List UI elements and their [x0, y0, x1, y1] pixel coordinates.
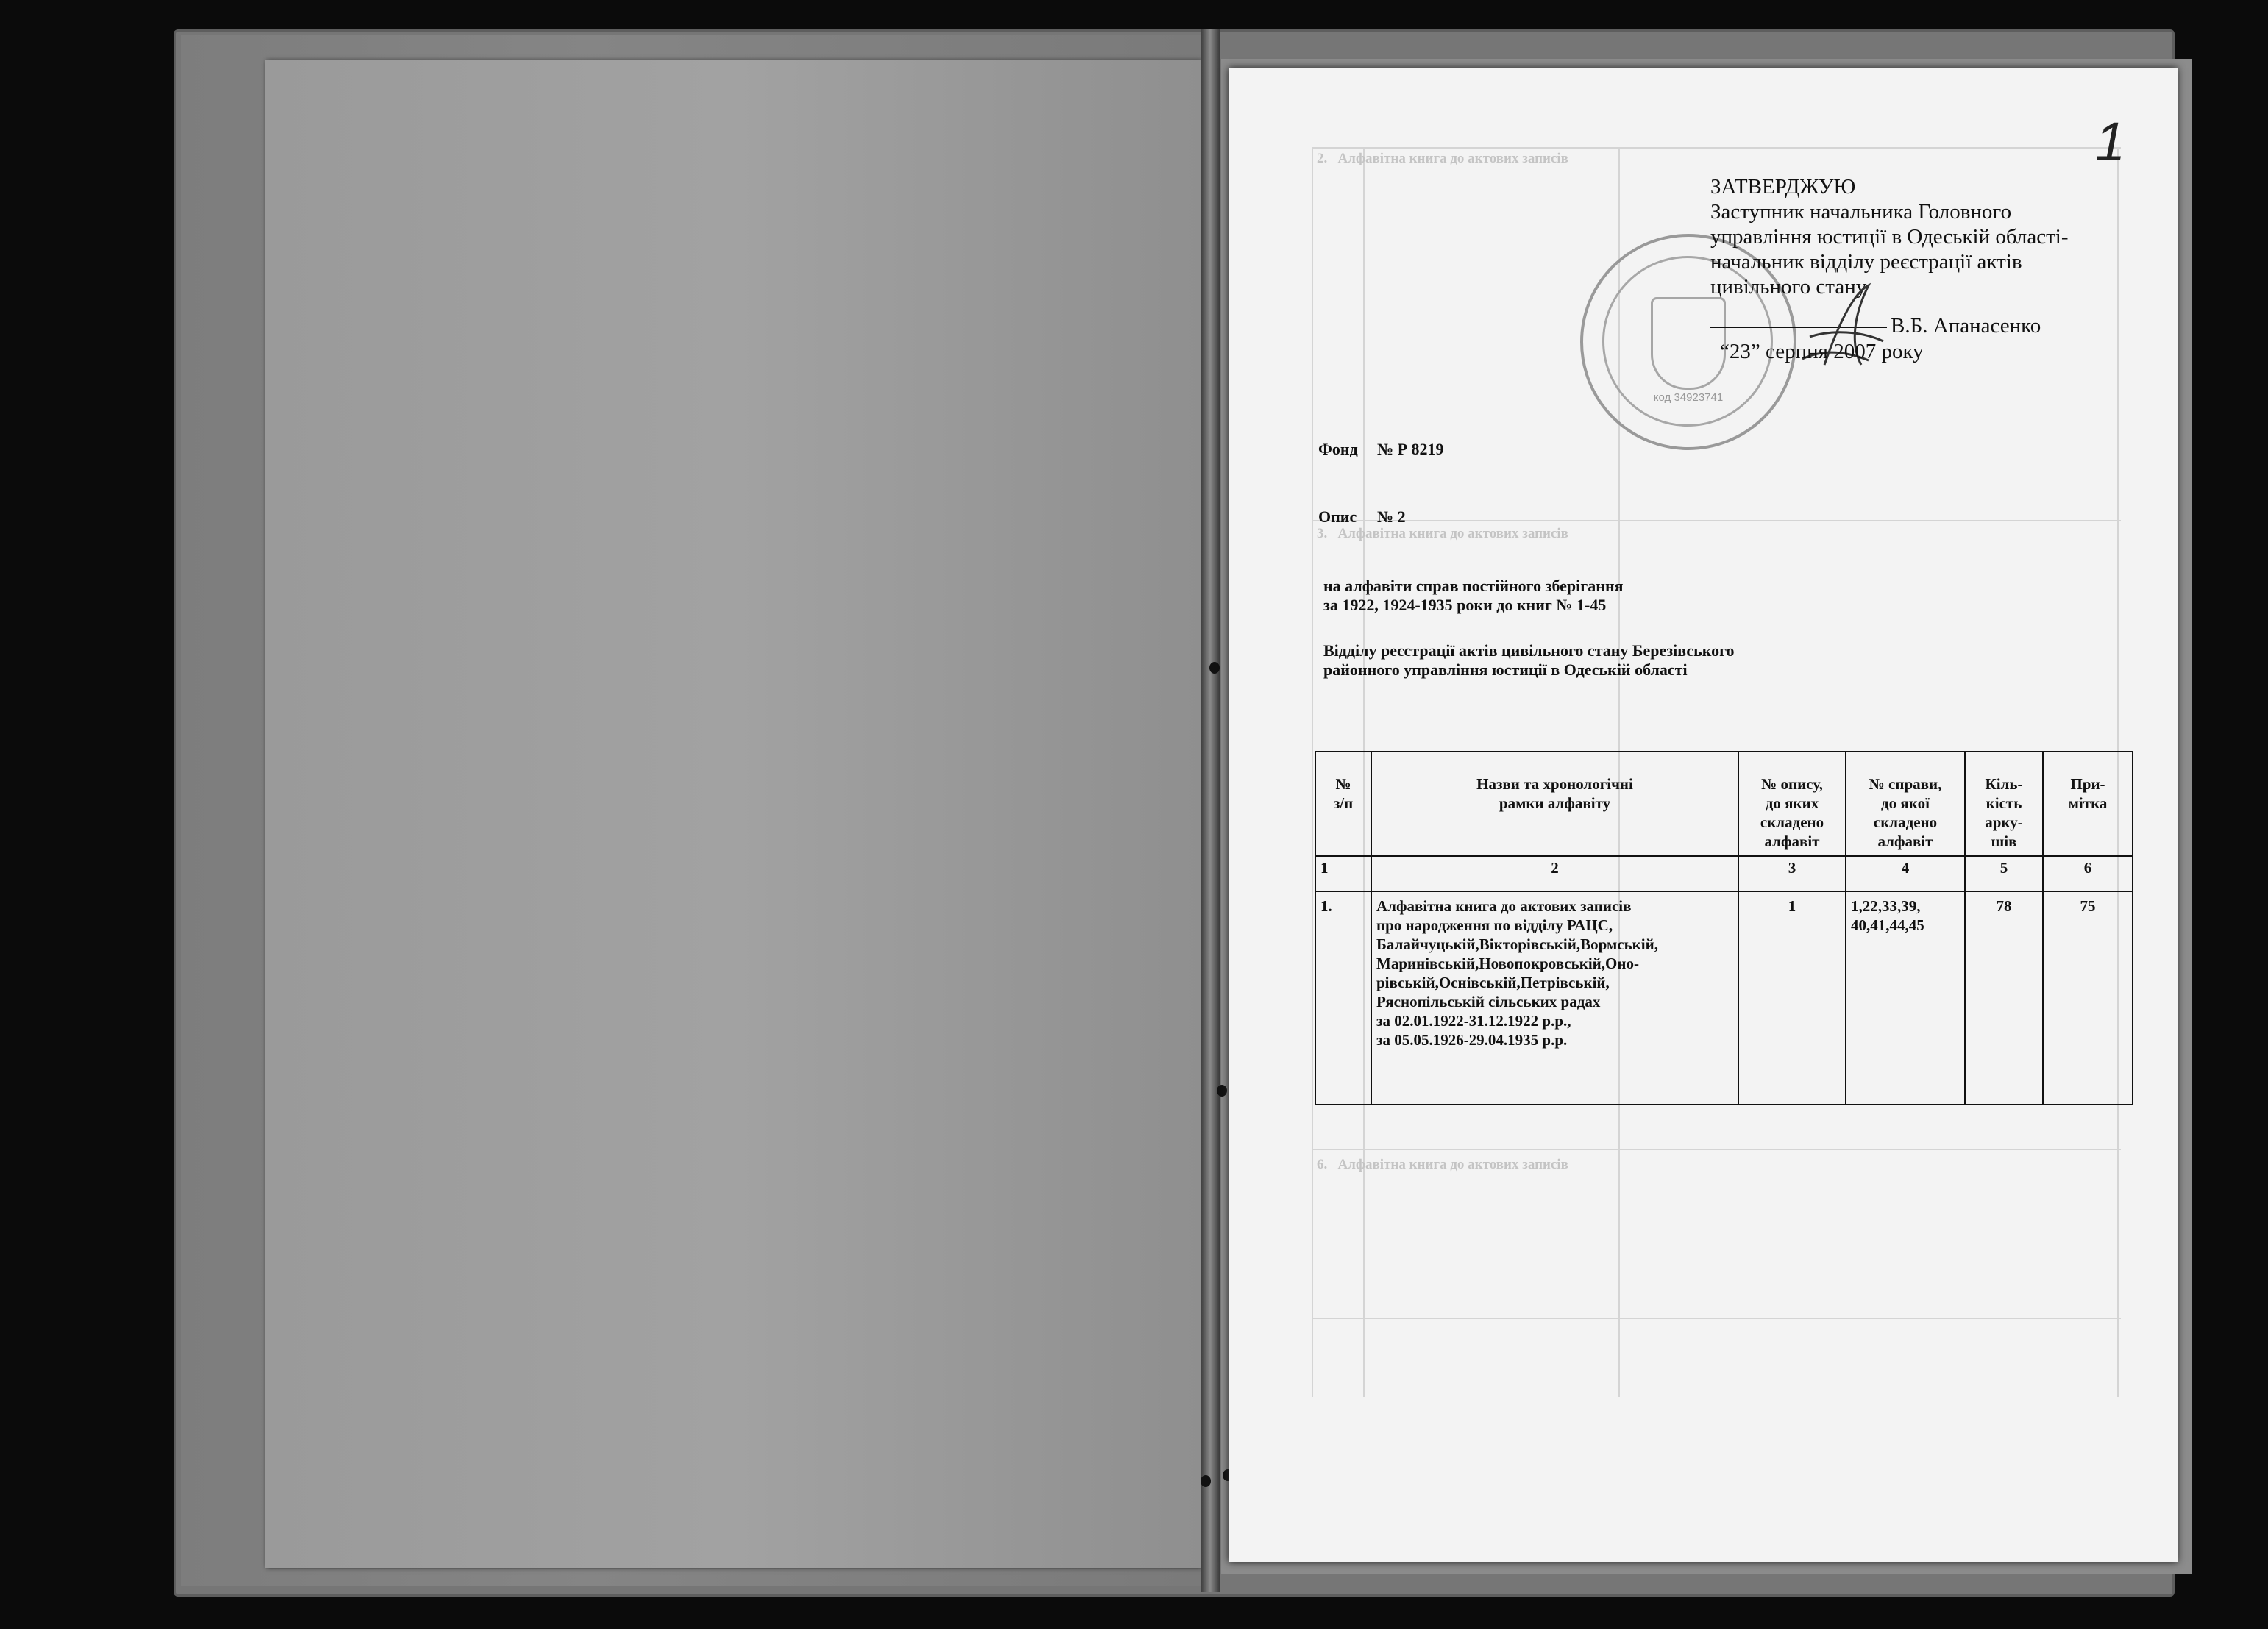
- row-sprava-line: 1,22,33,39,: [1851, 897, 1921, 915]
- column-number: 3: [1738, 856, 1846, 891]
- column-number: 6: [2043, 856, 2133, 891]
- row-title-line: рівській,Оснівській,Петрівській,: [1376, 974, 1610, 991]
- header-text: №: [1335, 775, 1351, 793]
- header-cell: [2043, 752, 2133, 856]
- signature-name: В.Б. Апанасенко: [1891, 314, 2041, 338]
- header-text: Назви та хронологічні: [1476, 775, 1633, 793]
- header-text: складено: [1873, 813, 1938, 831]
- bleed-through-text: 2. Алфавітна книга до актових записів: [1317, 151, 1568, 166]
- header-text: складено: [1760, 813, 1824, 831]
- row-sprava-cell: [1846, 891, 1965, 1105]
- header-cell: [1371, 752, 1738, 856]
- table-row: [1315, 891, 2133, 1105]
- row-title-cell: [1371, 891, 1738, 1105]
- department-line: Відділу реєстрації актів цивільного стану Березівського: [1323, 641, 1735, 660]
- approval-heading: ЗАТВЕРДЖУЮ: [1710, 175, 1856, 199]
- header-text: шів: [1991, 833, 2017, 850]
- header-text: кість: [1986, 794, 2022, 812]
- fond-label: Фонд: [1318, 440, 1358, 458]
- row-opys: 1: [1738, 891, 1846, 1105]
- header-cell: [1315, 752, 1371, 856]
- row-title-line: за 05.05.1926-29.04.1935 р.р.: [1376, 1031, 1568, 1049]
- folder-spine: [1201, 29, 1220, 1592]
- description-line: на алфавіти справ постійного зберігання: [1323, 577, 1624, 595]
- inventory-table: [1315, 751, 2133, 1105]
- header-text: При-: [2070, 775, 2105, 793]
- binding-hole: [1209, 662, 1220, 674]
- bleed-through-text: 6. Алфавітна книга до актових записів: [1317, 1157, 1568, 1172]
- opys-label: Опис: [1318, 507, 1357, 526]
- bleed-through-line: [1312, 147, 1313, 1397]
- header-cell: [1738, 752, 1846, 856]
- row-title-line: за 02.01.1922-31.12.1922 р.р.,: [1376, 1012, 1571, 1030]
- column-number: 2: [1371, 856, 1738, 891]
- header-cell: [1965, 752, 2043, 856]
- row-title-line: Алфавітна книга до актових записів: [1376, 897, 1632, 915]
- coat-of-arms-icon: [1651, 297, 1726, 390]
- department-line: районного управління юстиції в Одеській області: [1323, 660, 1688, 679]
- header-text: алфавіт: [1764, 833, 1820, 850]
- row-number: 1.: [1315, 891, 1371, 1105]
- row-sheets: 78: [1965, 891, 2043, 1105]
- column-number-row: [1315, 856, 2133, 891]
- approval-line: цивільного стану: [1710, 275, 1867, 299]
- row-title-line: про народження по відділу РАЦС,: [1376, 916, 1613, 934]
- column-number: 1: [1315, 856, 1371, 891]
- header-text: № справи,: [1869, 775, 1942, 793]
- row-sprava-line: 40,41,44,45: [1851, 916, 1924, 934]
- header-text: алфавіт: [1877, 833, 1933, 850]
- row-title-line: Ряснопільській сільських радах: [1376, 993, 1601, 1010]
- bleed-through-line: [1312, 1318, 2121, 1319]
- bleed-through-line: [1312, 520, 2121, 521]
- approval-line: управління юстиції в Одеській області-: [1710, 225, 2069, 249]
- header-text: до якої: [1881, 794, 1930, 812]
- header-text: № опису,: [1761, 775, 1823, 793]
- fond-number: № Р 8219: [1377, 440, 1444, 458]
- column-number: 4: [1846, 856, 1965, 891]
- header-text: до яких: [1765, 794, 1819, 812]
- row-title-line: Балайчуцькій,Вікторівській,Вормській,: [1376, 935, 1658, 953]
- row-title-line: Маринівській,Новопокровській,Оно-: [1376, 955, 1639, 972]
- header-text: рамки алфавіту: [1499, 794, 1611, 812]
- header-text: з/п: [1333, 794, 1354, 812]
- header-text: Кіль-: [1985, 775, 2023, 793]
- header-cell: [1846, 752, 1965, 856]
- approval-line: начальник відділу реєстрації актів: [1710, 250, 2022, 274]
- row-note: 75: [2043, 891, 2133, 1105]
- page-number: 1: [2095, 111, 2126, 172]
- bleed-through-line: [1312, 1149, 2121, 1150]
- binding-hole: [1201, 1475, 1211, 1487]
- header-text: арку-: [1985, 813, 2023, 831]
- approval-line: Заступник начальника Головного: [1710, 200, 2012, 224]
- description-line: за 1922, 1924-1935 роки до книг № 1-45: [1323, 596, 1607, 614]
- table-header-row: [1315, 752, 2133, 856]
- approval-date: “23” серпня 2007 року: [1720, 340, 1924, 363]
- left-blank-sheet: [265, 60, 1201, 1568]
- header-text: мітка: [2068, 794, 2108, 812]
- binding-hole: [1217, 1085, 1227, 1097]
- bleed-through-text: 3. Алфавітна книга до актових записів: [1317, 526, 1568, 541]
- stamp-code: код 34923741: [1653, 391, 1724, 404]
- column-number: 5: [1965, 856, 2043, 891]
- opys-number: № 2: [1377, 507, 1406, 526]
